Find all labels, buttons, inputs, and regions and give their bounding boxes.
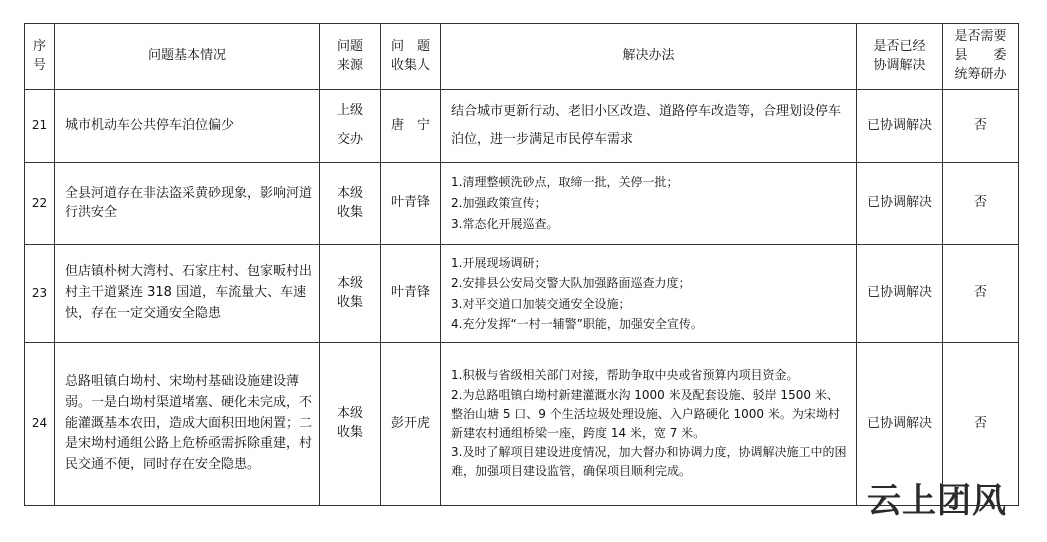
row-seq: 24: [25, 343, 55, 506]
row-collector: 叶青锋: [381, 245, 441, 343]
row-issue: 但店镇朴树大湾村、石家庄村、包家畈村出村主干道紧连 318 国道，车流量大、车速快，存在一定交通安全隐患: [55, 245, 320, 343]
row-needs-study: 否: [943, 343, 1019, 506]
row-collector: 彭开虎: [381, 343, 441, 506]
row-source: 本级 收集: [320, 343, 381, 506]
table-row: [25, 90, 1019, 163]
header-issue: 问题基本情况: [55, 24, 320, 90]
header-needs-study: 是否需要 县 委 统筹研办: [943, 24, 1019, 90]
row-issue: 城市机动车公共停车泊位偏少: [55, 90, 320, 163]
row-seq: 23: [25, 245, 55, 343]
row-solution: 1.清理整顿洗砂点，取缔一批，关停一批； 2.加强政策宣传； 3.常态化开展巡查。: [441, 163, 857, 245]
row-seq: 21: [25, 90, 55, 163]
issues-table: [24, 23, 1019, 506]
header-solution: 解决办法: [441, 24, 857, 90]
row-seq: 22: [25, 163, 55, 245]
row-collector: 唐 宁: [381, 90, 441, 163]
row-coordinated: 已协调解决: [857, 245, 943, 343]
row-solution: 1.开展现场调研； 2.安排县公安局交警大队加强路面巡查力度； 3.对平交道口加装交通安全设施； 4.充分发挥“一村一辅警”职能，加强安全宣传。: [441, 245, 857, 343]
row-collector: 叶青锋: [381, 163, 441, 245]
row-solution: 结合城市更新行动、老旧小区改造、道路停车改造等，合理划设停车泊位，进一步满足市民停车需求: [441, 90, 857, 163]
row-coordinated: 已协调解决: [857, 163, 943, 245]
row-issue: 全县河道存在非法盗采黄砂现象，影响河道行洪安全: [55, 163, 320, 245]
table-row: [25, 163, 1019, 245]
row-issue: 总路咀镇白坳村、宋坳村基础设施建设薄弱。一是白坳村渠道堵塞、硬化未完成，不能灌溉基本农田，造成大面积田地闲置；二是宋坳村通组公路上危桥亟需拆除重建，村民交通不便，同时存在安全隐患。: [55, 343, 320, 506]
row-coordinated: 已协调解决: [857, 343, 943, 506]
row-coordinated: 已协调解决: [857, 90, 943, 163]
row-needs-study: 否: [943, 90, 1019, 163]
table-row: [25, 245, 1019, 343]
watermark-logo: 云上团风: [867, 481, 1007, 521]
header-seq: 序 号: [25, 24, 55, 90]
header-source: 问题 来源: [320, 24, 381, 90]
row-needs-study: 否: [943, 245, 1019, 343]
row-source: 上级 交办: [320, 90, 381, 163]
row-source: 本级 收集: [320, 163, 381, 245]
header-collector: 问 题 收集人: [381, 24, 441, 90]
row-solution: 1.积极与省级相关部门对接，帮助争取中央或省预算内项目资金。 2.为总路咀镇白坳村新建灌溉水沟 1000 米及配套设施、驳岸 1500 米、整治山塘 5 口、9 个生活垃圾处理设施、入户路硬化 1000 米。为宋坳村新建农村通组桥梁一座，跨度 14 米，宽 7 米。 3.及时了解项目建设进度情况，加大督办和协调力度，协调解决施工中的困难，加强项目建设监管，确保项目顺利完成。: [441, 343, 857, 506]
row-needs-study: 否: [943, 163, 1019, 245]
row-source: 本级 收集: [320, 245, 381, 343]
header-row: [25, 24, 1019, 90]
header-coordinated: 是否已经 协调解决: [857, 24, 943, 90]
